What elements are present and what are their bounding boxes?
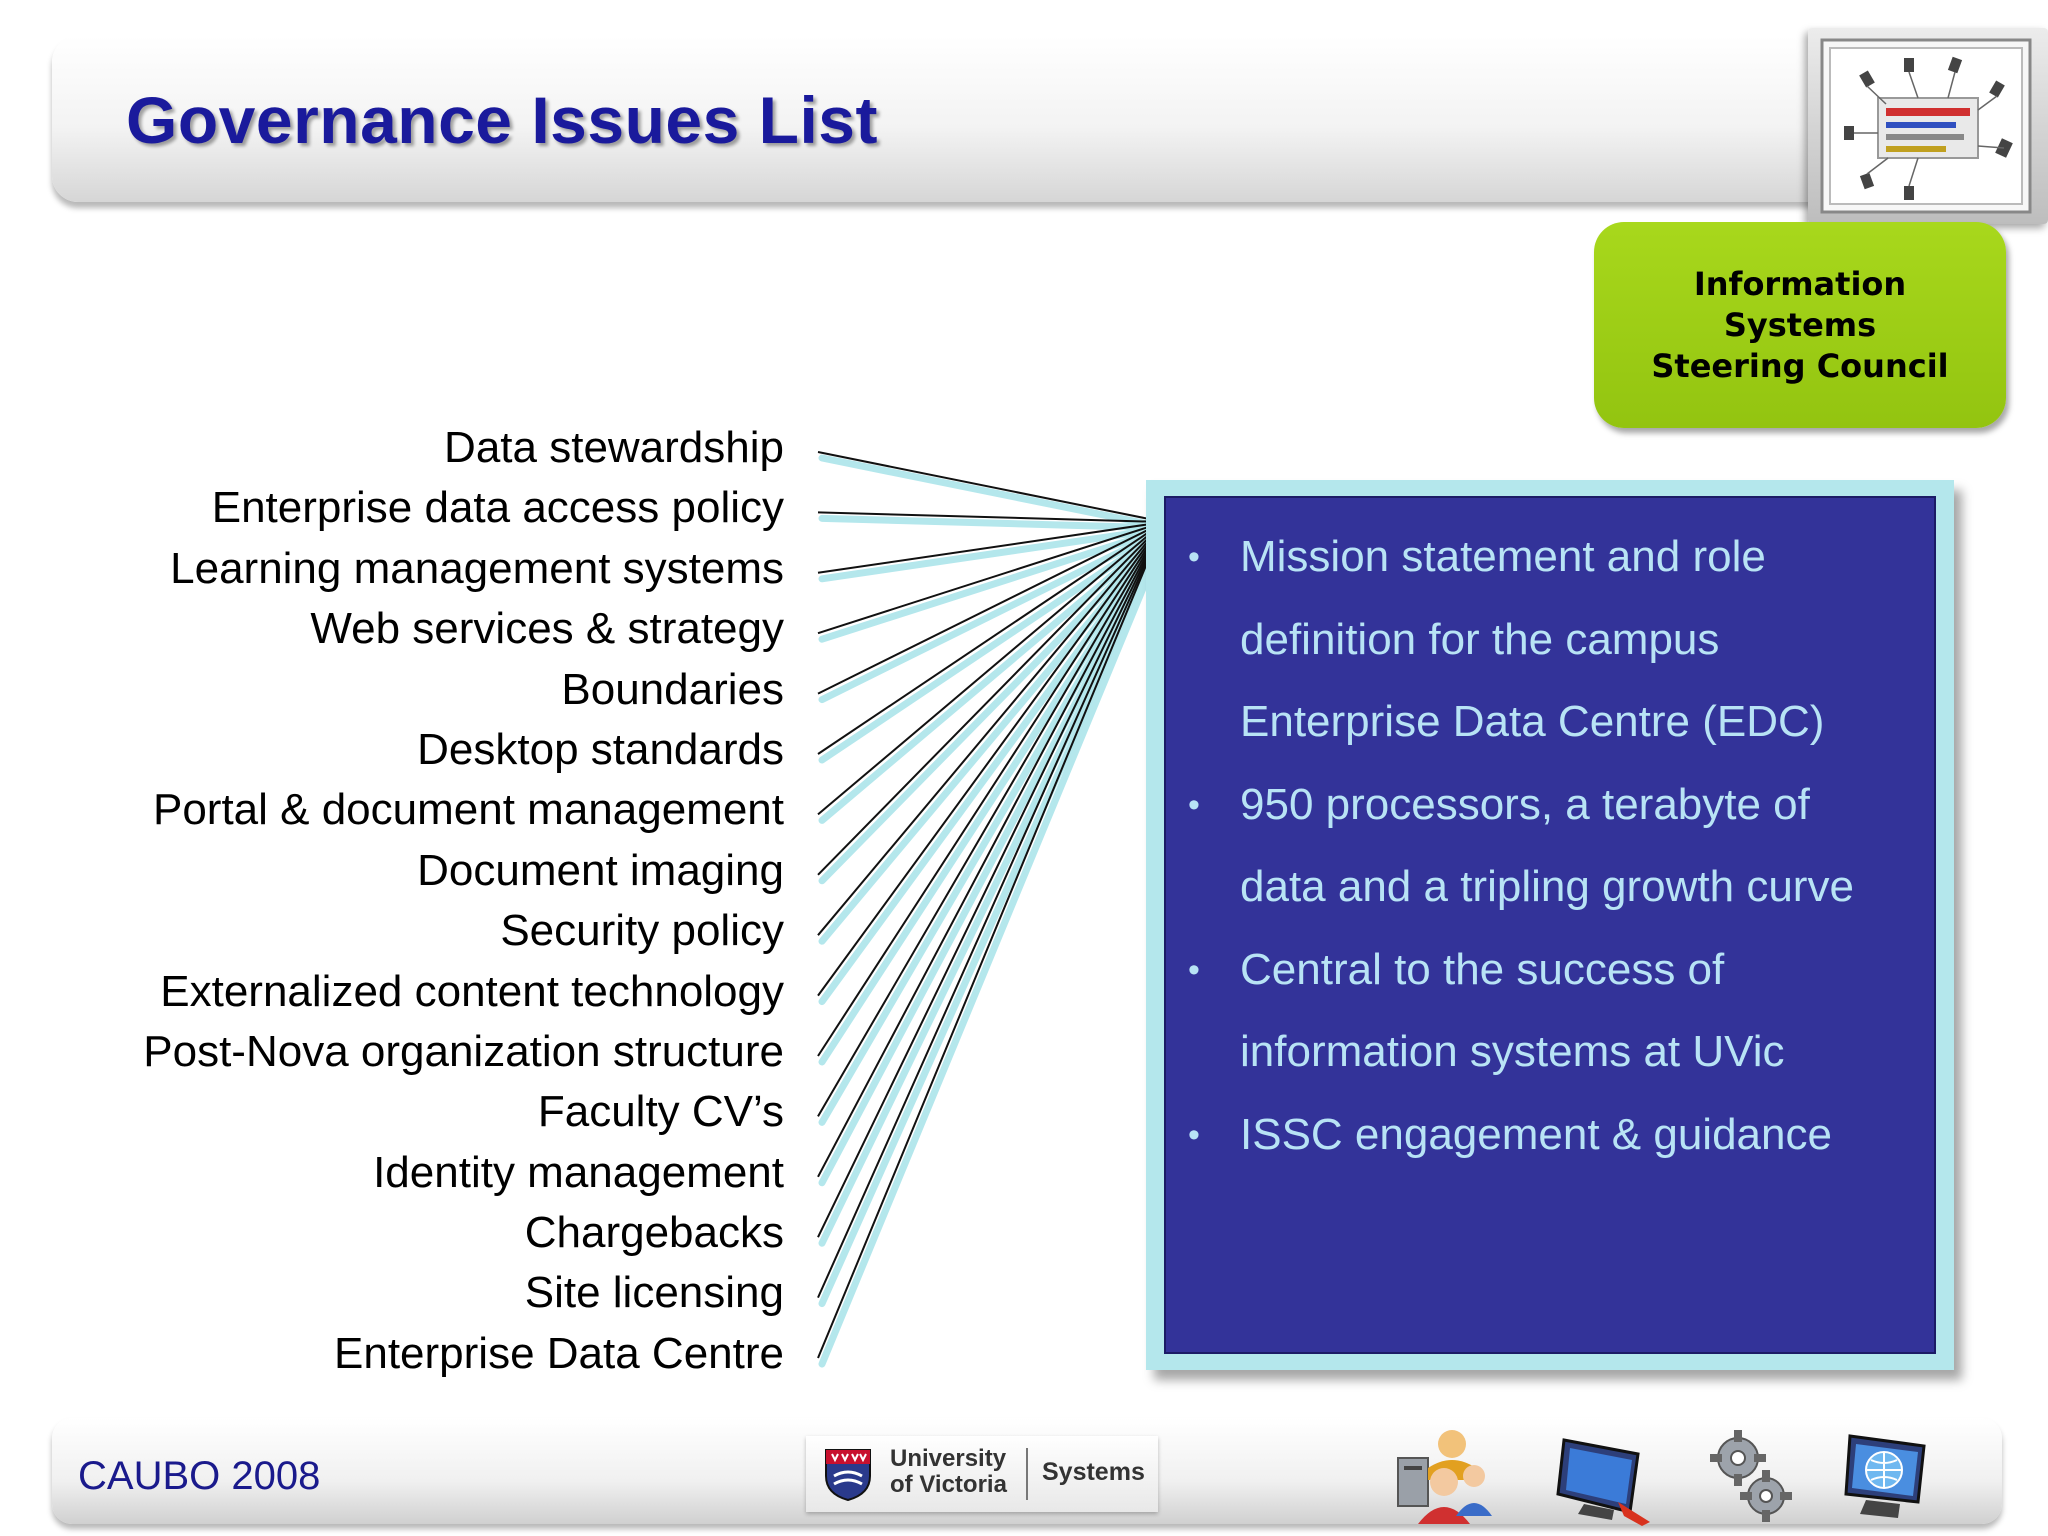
people-icon [1394, 1424, 1492, 1528]
uvic-line-2: of Victoria [890, 1471, 1007, 1498]
issue-item: Enterprise Data Centre [334, 1328, 784, 1378]
issue-item: Identity management [373, 1147, 784, 1197]
badge-line-1: Information [1693, 264, 1907, 303]
uvic-name [890, 1446, 1007, 1498]
connector-glow [822, 528, 1168, 1364]
issue-item: Enterprise data access policy [211, 483, 784, 533]
badge-line-2: Systems [1723, 305, 1877, 344]
issue-item: Faculty CV’s [537, 1087, 784, 1137]
connector-line [818, 452, 1164, 522]
issue-item: Site licensing [524, 1268, 784, 1318]
issue-item: Document imaging [417, 845, 784, 895]
department-name: Systems [1042, 1458, 1145, 1486]
footer-conference: CAUBO 2008 [78, 1454, 321, 1498]
page-title: Governance Issues List [126, 83, 878, 157]
uvic-crest-icon [820, 1446, 876, 1502]
issue-item: Post-Nova organization structure [143, 1026, 784, 1076]
issue-item: Portal & document management [152, 785, 784, 835]
issue-item: Data stewardship [444, 423, 784, 472]
issue-item: Desktop standards [417, 724, 784, 774]
info-point: • 950 processors, a terabyte of data and a tripling growth curve [1166, 764, 1898, 929]
info-point: • ISSC engagement & guidance [1166, 1094, 1898, 1177]
monitor-icon [1554, 1424, 1658, 1528]
connector-line [818, 522, 1164, 1116]
issue-item: Boundaries [561, 664, 784, 714]
uvic-systems-logo [806, 1436, 1158, 1512]
uvic-line-1: University [890, 1445, 1007, 1472]
connector-line [818, 522, 1164, 1056]
issue-item: Chargebacks [524, 1208, 784, 1258]
logo-divider [1026, 1448, 1028, 1500]
info-box [1164, 496, 1936, 1354]
issue-item: Externalized content technology [160, 966, 784, 1016]
connector-glow [822, 528, 1168, 1183]
issue-item: Learning management systems [170, 543, 784, 593]
badge-line-3: Steering Council [1651, 346, 1949, 385]
globe-monitor-icon [1838, 1424, 1942, 1528]
gears-icon [1702, 1424, 1800, 1528]
connector-glow [822, 528, 1168, 1062]
issue-item: Security policy [500, 906, 784, 956]
info-point: • Central to the success of information systems at UVic [1166, 929, 1898, 1094]
issue-item: Web services & strategy [310, 604, 784, 654]
info-points [1166, 498, 1934, 1176]
info-point: • Mission statement and role definition for the campus Enterprise Data Centre (EDC) [1166, 516, 1898, 764]
